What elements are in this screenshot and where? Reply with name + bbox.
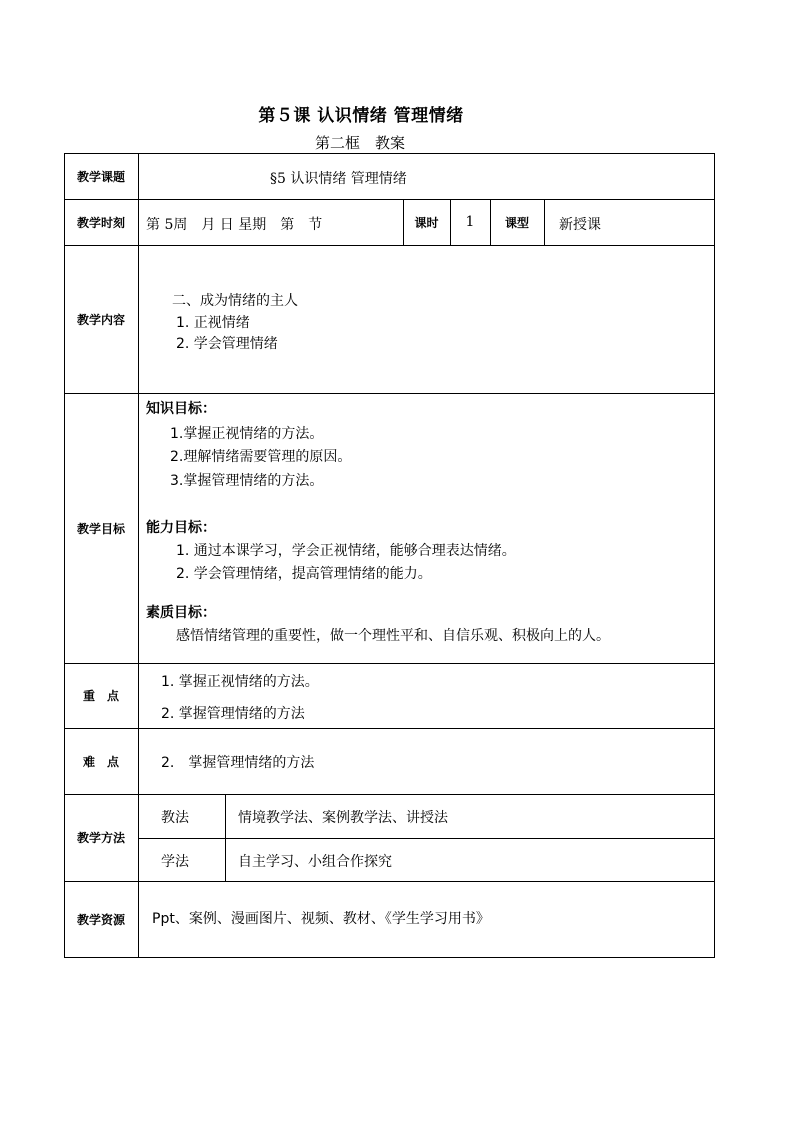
difficulty-label: 难 点: [82, 754, 119, 769]
ability-goals-heading: 能力目标：: [146, 520, 216, 536]
lesson-type-label: 课型: [504, 215, 529, 230]
content-line: 二、成为情绪的主人: [172, 293, 298, 309]
hours-value: 1: [465, 214, 475, 230]
key-points-label: 重 点: [82, 689, 119, 703]
methods-row-divider: [225, 794, 226, 882]
document-title: 第５课 认识情绪 管理情绪: [258, 106, 464, 126]
goals-label: 教学目标: [76, 521, 125, 536]
ability-goal-item: 1. 通过本课学习，学会正视情绪，能够合理表达情绪。: [176, 543, 516, 559]
table-border-top: [64, 153, 715, 154]
methods-label: 教学方法: [76, 831, 125, 845]
table-row-divider: [64, 663, 715, 664]
quality-goal-text: 感悟情绪管理的重要性，做一个理性平和、自信乐观、积极向上的人。: [176, 628, 610, 644]
key-point-item: 1. 掌握正视情绪的方法。: [161, 674, 319, 690]
resources-label: 教学资源: [76, 912, 125, 927]
lesson-type-value: 新授课: [559, 217, 601, 233]
resources-value: Ppt、案例、漫画图片、视频、教材、《学生学习用书》: [152, 911, 490, 927]
table-border-bottom: [64, 957, 715, 958]
time-row-divider: [544, 199, 545, 246]
knowledge-goals-heading: 知识目标：: [146, 401, 216, 417]
hours-label: 课时: [414, 215, 439, 230]
table-label-column-divider: [138, 153, 139, 958]
table-row-divider: [64, 245, 715, 246]
table-row-divider: [64, 794, 715, 795]
teaching-method-value: 情境教学法、案例教学法、讲授法: [238, 810, 448, 826]
table-row-divider: [64, 728, 715, 729]
difficulty-value: 2. 掌握管理情绪的方法: [161, 755, 315, 771]
key-point-item: 2. 掌握管理情绪的方法: [161, 706, 305, 722]
table-row-divider: [64, 199, 715, 200]
knowledge-goal-item: 1.掌握正视情绪的方法。: [170, 426, 324, 442]
ability-goal-item: 2. 学会管理情绪，提高管理情绪的能力。: [176, 566, 432, 582]
learning-method-value: 自主学习、小组合作探究: [238, 854, 392, 870]
knowledge-goal-item: 3.掌握管理情绪的方法。: [170, 473, 324, 489]
time-label: 教学时刻: [76, 215, 125, 230]
topic-value: §5 认识情绪 管理情绪: [270, 171, 407, 187]
teaching-method-label: 教法: [161, 810, 189, 826]
learning-method-label: 学法: [161, 854, 189, 870]
table-row-divider: [64, 393, 715, 394]
quality-goals-heading: 素质目标：: [146, 605, 216, 621]
content-line: 2. 学会管理情绪: [176, 336, 278, 352]
knowledge-goal-item: 2.理解情绪需要管理的原因。: [170, 449, 352, 465]
content-label: 教学内容: [76, 312, 125, 327]
time-value: 第 5周 月 日 星期 第 节: [146, 217, 323, 233]
document-subtitle: 第二框 教案: [314, 134, 405, 152]
table-row-divider: [64, 881, 715, 882]
table-border-right: [714, 153, 715, 958]
content-line: 1. 正视情绪: [176, 315, 250, 331]
topic-label: 教学课题: [76, 169, 125, 184]
